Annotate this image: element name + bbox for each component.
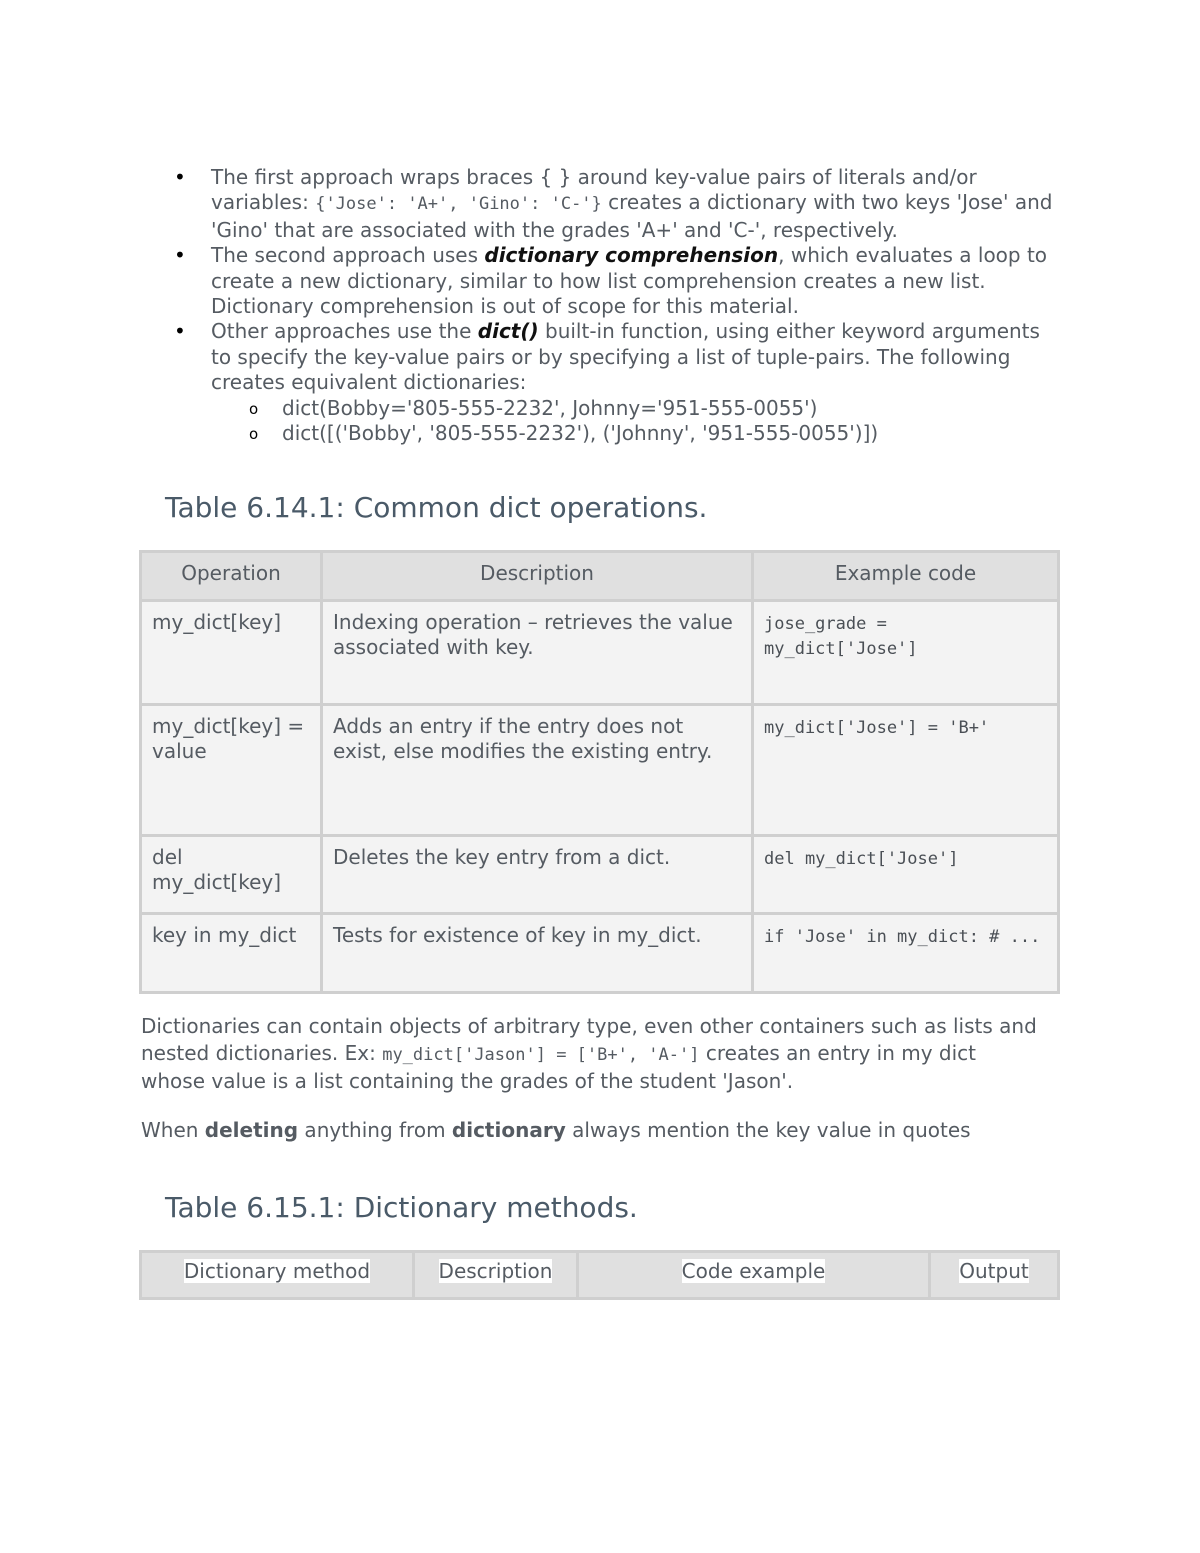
- bullet-item-dict-function: [211, 319, 1061, 395]
- code-cell: jose_grade = my_dict['Jose']: [753, 601, 1059, 705]
- description-cell: Indexing operation – retrieves the value associated with key.: [322, 601, 753, 705]
- column-header: [414, 1252, 578, 1299]
- sub-bullet-tuple-list: o dict([('Bobby', '805-555-2232'), ('Johnny', '951-555-0055')]): [282, 421, 1061, 446]
- paragraph-text: anything from: [298, 1118, 452, 1142]
- code-cell: my_dict['Jose'] = 'B+': [753, 705, 1059, 836]
- table-header-row: [141, 1252, 1059, 1299]
- paragraph-deleting-note: [141, 1117, 1041, 1144]
- column-header-label: Code example: [681, 1259, 826, 1283]
- table-row: [141, 914, 1059, 993]
- description-cell: Deletes the key entry from a dict.: [322, 836, 753, 914]
- table-row: [141, 705, 1059, 836]
- operation-cell: my_dict[key] = value: [141, 705, 322, 836]
- inline-code: {'Jose': 'A+', 'Gino': 'C-'}: [315, 194, 602, 215]
- inline-code: my_dict['Jason'] = ['B+', 'A-']: [382, 1044, 700, 1065]
- bullet-item-braces: [211, 165, 1061, 243]
- table-header-row: [141, 552, 1059, 601]
- paragraph-text: always mention the key value in quotes: [565, 1118, 971, 1142]
- bullet-text: built-in function, using either keyword arguments to specify the key-value pairs or by specifying a list of tuple-pairs. The following creates equivalent dictionaries:: [211, 319, 1040, 395]
- column-header-label: Output: [959, 1259, 1029, 1283]
- bullet-list: [211, 165, 1061, 446]
- code-cell: if 'Jose' in my_dict: # ...: [753, 914, 1059, 993]
- bullet-text: creates a dictionary with two keys 'Jose' and 'Gino' that are associated with the grades 'A+' and 'C-', respectively.: [211, 190, 1053, 242]
- paragraph-nested-containers: [141, 1013, 1041, 1095]
- paragraph-text: Dictionaries can contain objects of arbitrary type, even other containers such as lists and nested dictionaries. Ex:: [141, 1014, 1037, 1065]
- column-header-label: Description: [438, 1259, 553, 1283]
- emphasis-term: dict(): [477, 319, 539, 344]
- sub-bullet-keyword-args: o dict(Bobby='805-555-2232', Johnny='951-555-0055'): [282, 396, 1061, 421]
- operation-cell: my_dict[key]: [141, 601, 322, 705]
- description-cell: Tests for existence of key in my_dict.: [322, 914, 753, 993]
- column-header-label: Dictionary method: [183, 1259, 371, 1283]
- column-header: [578, 1252, 930, 1299]
- dict-operations-table: [139, 550, 1060, 994]
- code-cell: del my_dict['Jose']: [753, 836, 1059, 914]
- bold-term: dictionary: [451, 1118, 566, 1142]
- column-header: Example code: [753, 552, 1059, 601]
- operation-cell: key in my_dict: [141, 914, 322, 993]
- description-cell: Adds an entry if the entry does not exist, else modifies the existing entry.: [322, 705, 753, 836]
- column-header: Operation: [141, 552, 322, 601]
- paragraph-text: creates an entry in my dict whose value is a list containing the grades of the student 'Jason'.: [141, 1040, 976, 1093]
- paragraph-text: When: [141, 1118, 205, 1142]
- column-header: Description: [322, 552, 753, 601]
- table-caption-dict-methods: Table 6.15.1: Dictionary methods.: [165, 1191, 638, 1224]
- table-caption-dict-operations: Table 6.14.1: Common dict operations.: [165, 491, 708, 524]
- bullet-text: The first approach wraps braces { } around key-value pairs of literals and/or variables:: [211, 165, 977, 215]
- bullet-text: Other approaches use the: [211, 319, 478, 344]
- column-header: [141, 1252, 414, 1299]
- emphasis-term: dictionary comprehension: [484, 243, 779, 268]
- bullet-item-comprehension: [211, 243, 1061, 319]
- operation-cell: del my_dict[key]: [141, 836, 322, 914]
- table-row: [141, 601, 1059, 705]
- dict-methods-table: [139, 1250, 1060, 1300]
- column-header: [930, 1252, 1059, 1299]
- table-row: [141, 836, 1059, 914]
- bullet-text: , which evaluates a loop to create a new dictionary, similar to how list comprehension creates a new list. Dictionary comprehension is out of scope for this material.: [211, 243, 1048, 319]
- bullet-text: The second approach uses: [211, 243, 485, 268]
- bold-term: deleting: [204, 1118, 299, 1142]
